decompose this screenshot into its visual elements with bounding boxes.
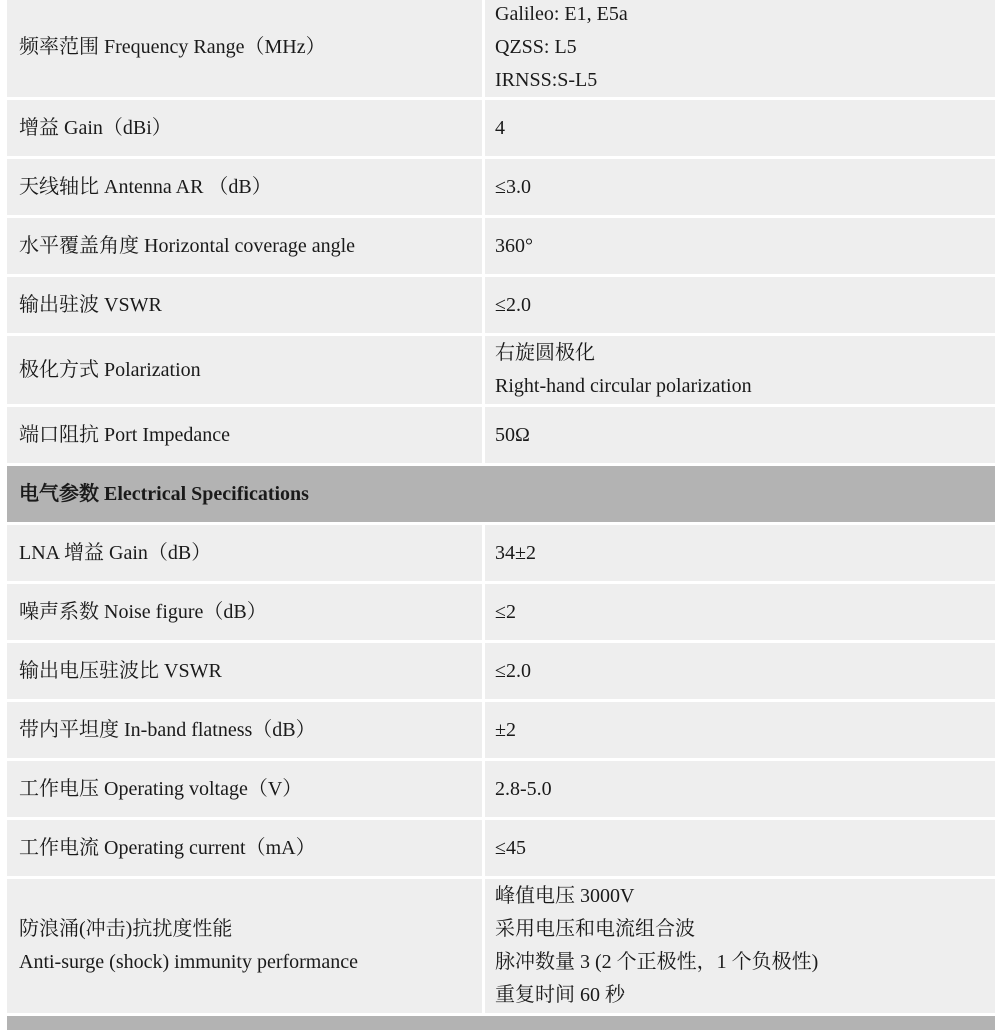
spec-row xyxy=(7,100,995,156)
spec-label-line: 输出电压驻波比 VSWR xyxy=(19,659,222,682)
spec-value xyxy=(485,879,995,1013)
spec-row xyxy=(7,218,995,274)
spec-label xyxy=(7,336,485,404)
spec-value xyxy=(485,218,995,274)
spec-label xyxy=(7,159,485,215)
spec-label xyxy=(7,525,485,581)
spec-value-line: 采用电压和电流组合波 xyxy=(495,918,695,940)
spec-label xyxy=(7,0,485,97)
spec-label-line: 极化方式 Polarization xyxy=(19,358,201,381)
spec-value xyxy=(485,277,995,333)
spec-label xyxy=(7,407,485,463)
spec-label xyxy=(7,879,485,1013)
spec-label-line: 噪声系数 Noise figure（dB） xyxy=(19,600,267,623)
spec-label-line: 频率范围 Frequency Range（MHz） xyxy=(19,35,326,58)
spec-value-line: ≤2 xyxy=(495,600,516,623)
spec-label-line: 工作电流 Operating current（mA） xyxy=(19,836,316,859)
spec-label-line: 防浪涌(冲击)抗扰度性能 xyxy=(19,918,233,940)
section-title-next xyxy=(7,1016,995,1030)
spec-value-line: ≤2.0 xyxy=(495,293,531,316)
spec-label-line: 水平覆盖角度 Horizontal coverage angle xyxy=(19,234,356,257)
spec-row xyxy=(7,820,995,876)
spec-label xyxy=(7,584,485,640)
spec-table-body xyxy=(7,0,995,1030)
spec-value xyxy=(485,761,995,817)
spec-label-line: 输出驻波 VSWR xyxy=(19,293,162,316)
spec-value xyxy=(485,336,995,404)
section-header-next xyxy=(7,1016,995,1030)
spec-value-line: QZSS: L5 xyxy=(495,35,577,58)
spec-value xyxy=(485,702,995,758)
spec-label-line: 增益 Gain（dBi） xyxy=(19,116,172,139)
spec-value-line: 34±2 xyxy=(495,541,536,564)
spec-row xyxy=(7,407,995,463)
spec-row xyxy=(7,0,995,97)
spec-label-line: 带内平坦度 In-band flatness（dB） xyxy=(19,718,316,741)
spec-value-line: 360° xyxy=(495,234,533,257)
spec-label xyxy=(7,820,485,876)
spec-row xyxy=(7,277,995,333)
spec-value-line: 脉冲数量 3 (2 个正极性，1 个负极性) xyxy=(495,951,819,973)
spec-label-line: 端口阻抗 Port Impedance xyxy=(19,423,231,446)
spec-value-line: IRNSS:S-L5 xyxy=(495,68,598,91)
spec-row xyxy=(7,525,995,581)
spec-row xyxy=(7,879,995,1013)
spec-label xyxy=(7,218,485,274)
spec-value xyxy=(485,159,995,215)
spec-label xyxy=(7,100,485,156)
spec-value-line: ≤2.0 xyxy=(495,659,531,682)
spec-label xyxy=(7,277,485,333)
spec-value-line: 50Ω xyxy=(495,423,530,446)
spec-row xyxy=(7,761,995,817)
spec-label-line: LNA 增益 Gain（dB） xyxy=(19,541,212,564)
spec-value xyxy=(485,525,995,581)
spec-value-line: 峰值电压 3000V xyxy=(495,885,635,907)
spec-label xyxy=(7,761,485,817)
section-title: 电气参数 Electrical Specifications xyxy=(7,466,995,522)
spec-row xyxy=(7,584,995,640)
spec-value xyxy=(485,0,995,97)
spec-value-line: Galileo: E1, E5a xyxy=(495,2,628,25)
spec-row xyxy=(7,336,995,404)
spec-label-line: 天线轴比 Antenna AR （dB） xyxy=(19,175,272,198)
spec-label xyxy=(7,643,485,699)
spec-value-line: 2.8-5.0 xyxy=(495,777,552,800)
spec-value xyxy=(485,100,995,156)
spec-value-line: 右旋圆极化 xyxy=(495,342,595,364)
spec-table xyxy=(7,0,995,1030)
spec-label xyxy=(7,702,485,758)
spec-row xyxy=(7,159,995,215)
spec-value xyxy=(485,584,995,640)
spec-value-line: Right-hand circular polarization xyxy=(495,375,752,397)
spec-value-line: ≤45 xyxy=(495,836,526,859)
spec-value xyxy=(485,407,995,463)
spec-value-line: ±2 xyxy=(495,718,516,741)
spec-row xyxy=(7,643,995,699)
spec-value xyxy=(485,820,995,876)
spec-value-line: 重复时间 60 秒 xyxy=(495,984,625,1006)
spec-value-line: 4 xyxy=(495,116,505,139)
spec-label-line: 工作电压 Operating voltage（V） xyxy=(19,777,303,800)
spec-value xyxy=(485,643,995,699)
spec-label-line: Anti-surge (shock) immunity performance xyxy=(19,951,358,973)
section-header-electrical xyxy=(7,466,995,522)
spec-value-line: ≤3.0 xyxy=(495,175,531,198)
spec-row xyxy=(7,702,995,758)
